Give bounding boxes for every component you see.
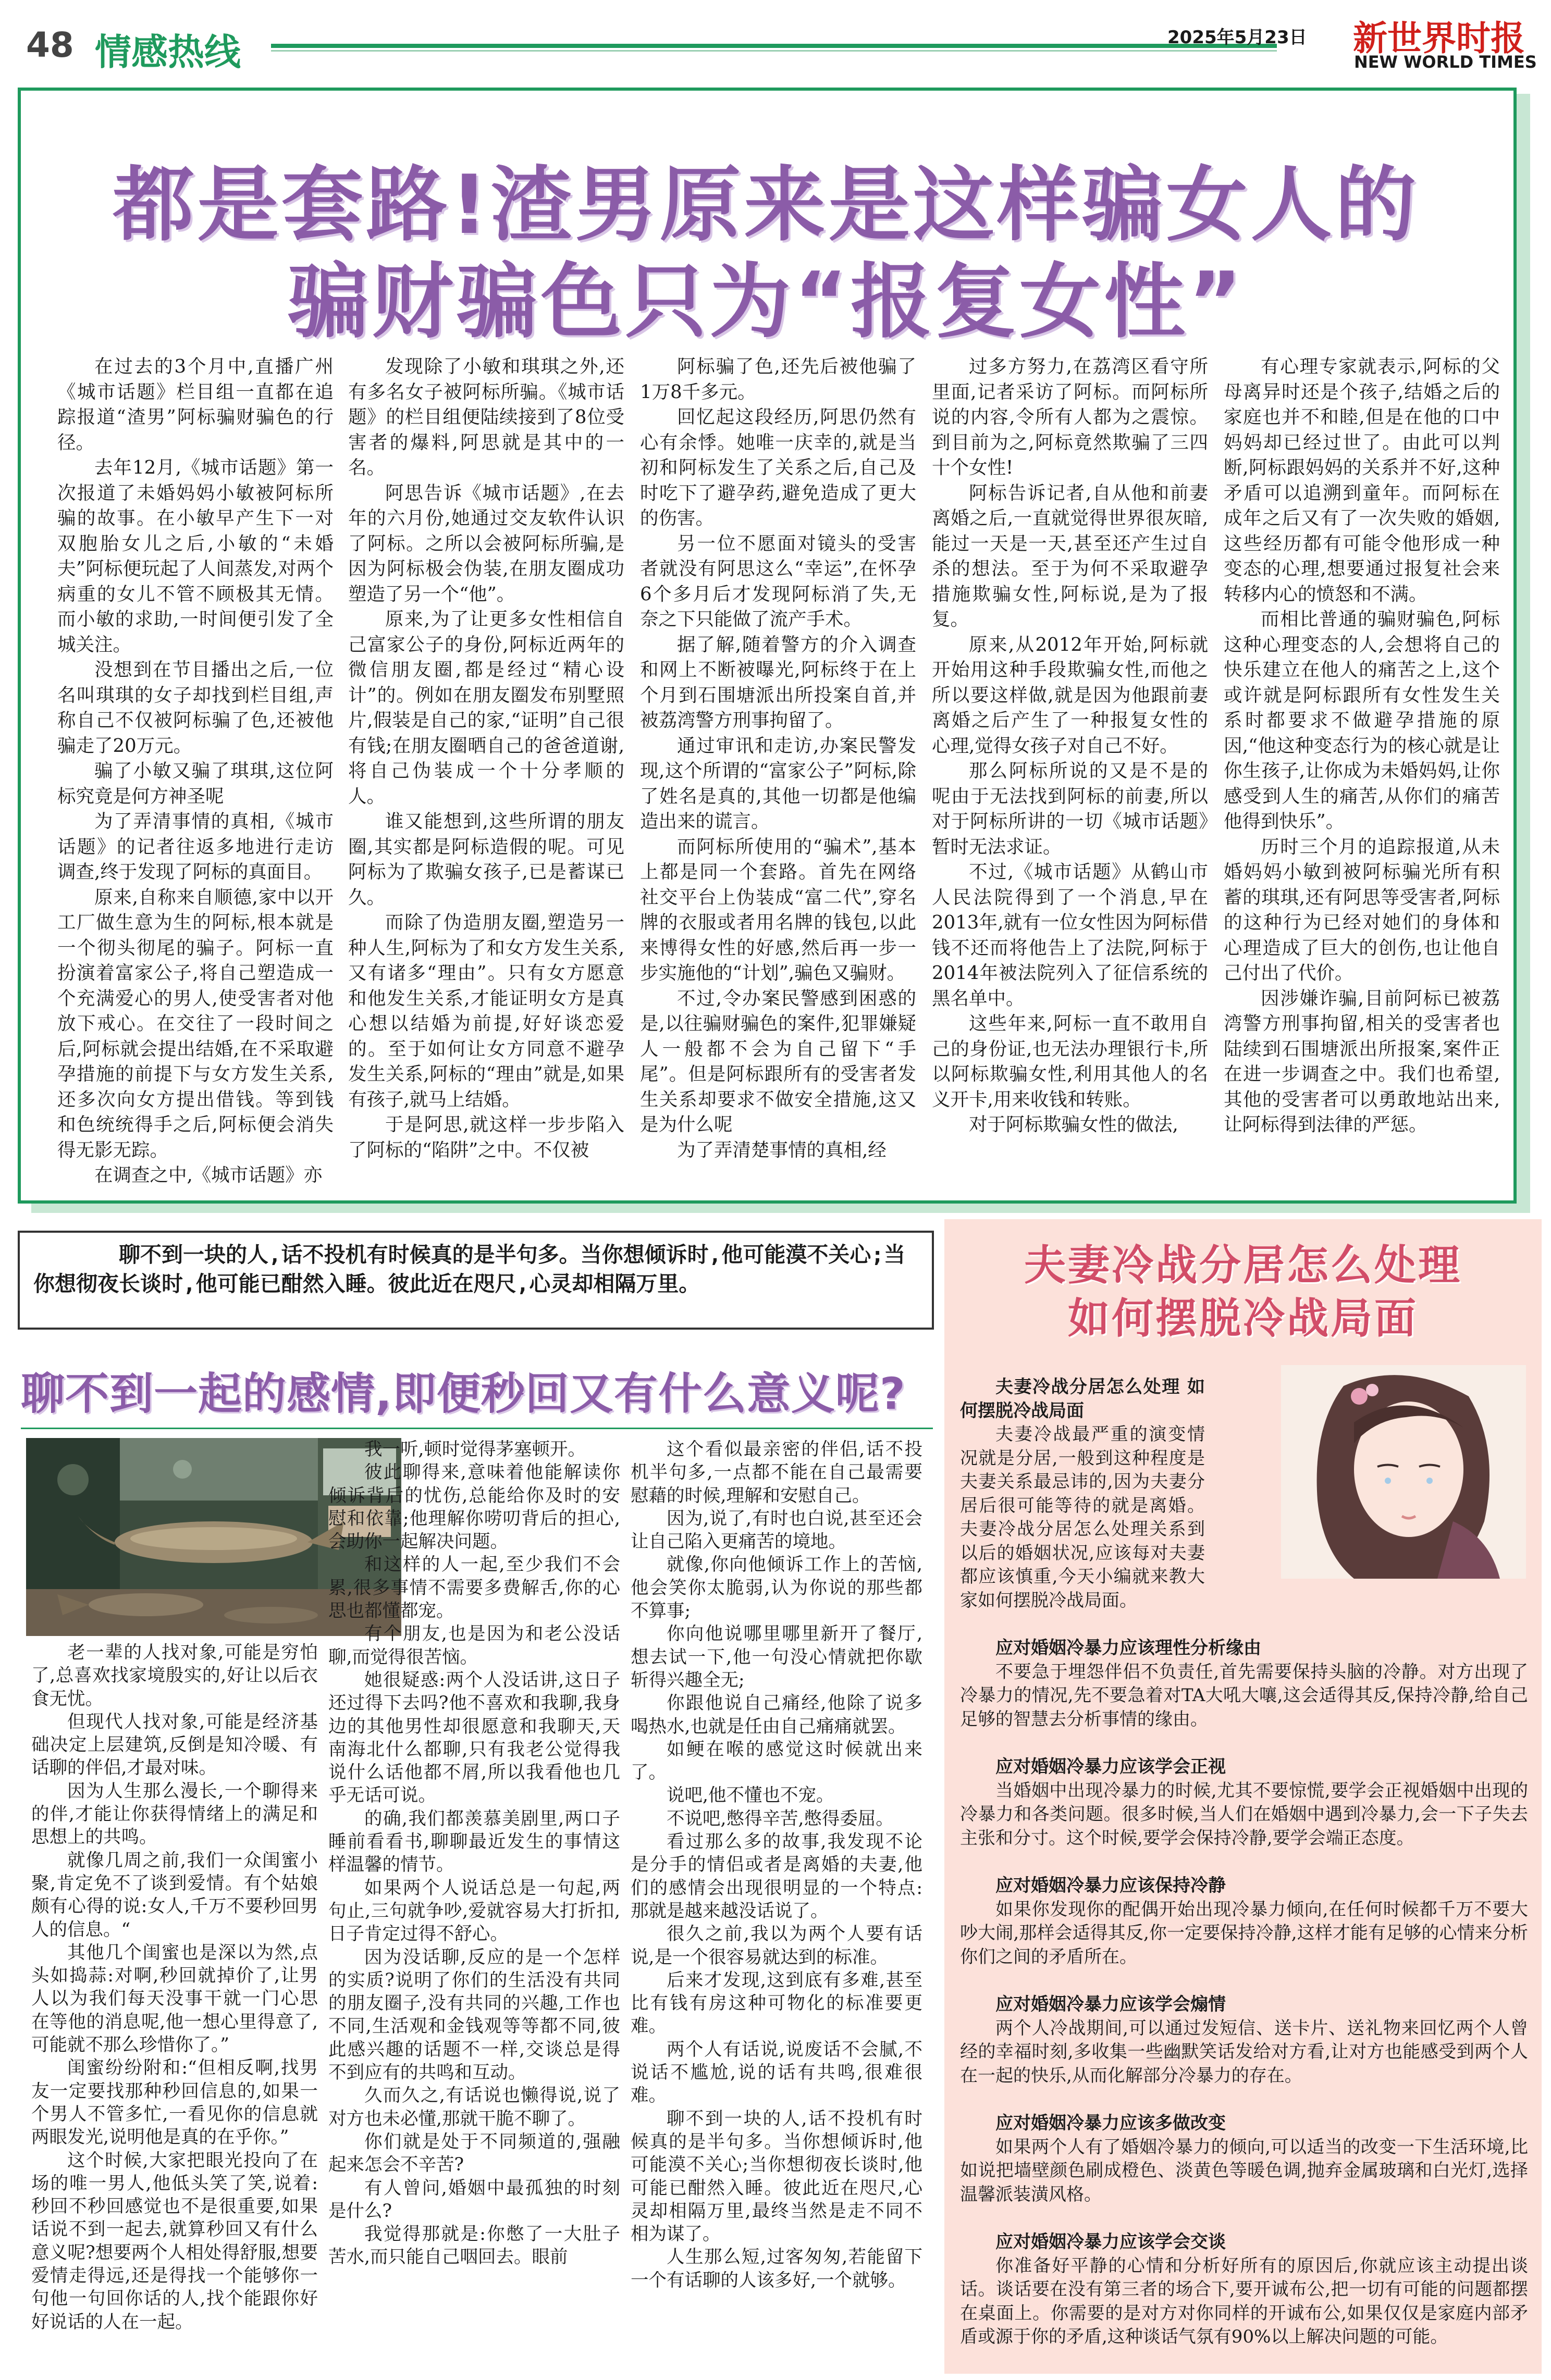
sidebar-sections [960,1637,1528,2349]
paragraph: 因为,说了,有时也白说,甚至还会让自己陷入更痛苦的境地。 [631,1508,922,1553]
top-story-column-1 [57,354,334,1188]
paragraph: 但现代人找对象,可能是经济基础决定上层建筑,反倒是知冷暖、有话聊的伴侣,才最对味。 [31,1711,318,1779]
sidebar-section-body: 当婚姻中出现冷暴力的时候,尤其不要惊慌,要学会正视婚姻中出现的冷暴力和各类问题。很多时候,当人们在婚姻中遇到冷暴力,会一下子失去主张和分寸。这个时候,要学会保持冷静,要学会端正态度。 [960,1780,1528,1849]
sidebar-lead-title: 夫妻冷战分居怎么处理 如何摆脱冷战局面 [960,1377,1205,1421]
story2-column-1 [31,1641,318,2334]
sidebar-section-body: 两个人冷战期间,可以通过发短信、送卡片、送礼物来回忆两个人曾经的幸福时刻,多收集一些幽默笑话发给对方看,让对方也能感受到两个人在一起的快乐,从而化解部分冷暴力的存在。 [960,2017,1528,2086]
paragraph: 没想到在节目播出之后,一位名叫琪琪的女子却找到栏目组,声称自己不仅被阿标骗了色,还被他骗走了20万元。 [57,659,334,757]
paragraph: 为了弄清事情的真相,《城市话题》的记者往返多地进行走访调查,终于发现了阿标的真面目。 [57,811,334,883]
sidebar-section-title: 应对婚姻冷暴力应该多做改变 [995,2113,1226,2134]
section-title: 情感热线 [95,31,241,73]
paragraph: 不过,《城市话题》从鹤山市人民法院得到了一个消息,早在2013年,就有一位女性因为阿标借钱不还而将他告上了法院,阿标于2014年被法院列入了征信系统的黑名单中。 [932,861,1208,1009]
paragraph: 另一位不愿面对镜头的受害者就没有阿思这么“幸运”,在怀孕6个多月后才发现阿标消了失,无奈之下只能做了流产手术。 [640,532,916,630]
paragraph: 原来,从2012年开始,阿标就开始用这种手段欺骗女性,而他之所以要这样做,就是因为他跟前妻离婚之后产生了一种报复女性的心理,觉得女孩子对自己不好。 [932,634,1208,757]
paragraph: 原来,为了让更多女性相信自己富家公子的身份,阿标近两年的微信朋友圈,都是经过“精心设计”的。例如在朋友圈发布别墅照片,假装是自己的家,“证明”自己很有钱;在朋友圈晒自己的爸爸道谢,将自己伪装成一个十分孝顺的人。 [348,609,624,807]
paragraph: 人生那么短,过客匆匆,若能留下一个有话聊的人该多好,一个就够。 [631,2247,922,2291]
paragraph: 如果两个人说话总是一句起,两句止,三句就争吵,爱就容易大打折扣,日子肯定过得不舒心。 [328,1877,620,1945]
sidebar-section-title: 应对婚姻冷暴力应该学会煽情 [995,1994,1226,2015]
story2-headline: 聊不到一起的感情,即便秒回又有什么意义呢? [21,1368,906,1419]
top-story-column-4 [932,354,1208,1138]
paragraph: 发现除了小敏和琪琪之外,还有多名女子被阿标所骗。《城市话题》的栏目组便陆续接到了8位受害者的爆料,阿思就是其中的一名。 [348,356,624,478]
paragraph: 过多方努力,在荔湾区看守所里面,记者采访了阿标。而阿标所说的内容,令所有人都为之震惊。到目前为之,阿标竟然欺骗了三四十个女性! [932,356,1208,478]
paragraph: 其他几个闺蜜也是深以为然,点头如捣蒜:对啊,秒回就掉价了,让男人以为我们每天没事干就一门心思在等他的消息呢,他一想心里得意了,可能就不那么珍惜你了。” [31,1942,318,2056]
newspaper-logo-english: NEW WORLD TIMES [1354,52,1537,72]
paragraph: 不说吧,憋得辛苦,憋得委屈。 [667,1808,894,1829]
sidebar-section-body: 如果两个人有了婚姻冷暴力的倾向,可以适当的改变一下生活环境,比如说把墙壁颜色刷成橙色、淡黄色等暖色调,抛弃金属玻璃和白光灯,选择温馨派装潢风格。 [960,2136,1528,2205]
top-story-column-2 [348,354,624,1163]
box-shadow-bottom [31,1204,1530,1213]
paragraph: 她很疑惑:两个人没话讲,这日子还过得下去吗?他不喜欢和我聊,我身边的其他男性却很愿意和我聊天,天南海北什么都聊,只有我老公觉得我说什么话他都不屑,所以我看他也几乎无话可说。 [328,1669,620,1806]
paragraph: 而阿标所使用的“骗术”,基本上都是同一个套路。首先在网络社交平台上伪装成“富二代”,穿名牌的衣服或者用名牌的钱包,以此来博得女性的好感,然后再一步一步实施他的“计划”,骗色又骗财。 [640,836,916,984]
paragraph: 你跟他说自己痛经,他除了说多喝热水,也就是任由自己痛痛就罢。 [631,1693,922,1737]
paragraph: 骗了小敏又骗了琪琪,这位阿标究竟是何方神圣呢 [57,760,334,807]
story2-column-2 [328,1438,620,2269]
paragraph: 历时三个月的追踪报道,从未婚妈妈小敏到被阿标骗光所有积蓄的琪琪,还有阿思等受害者,阿标的这种行为已经对她们的身体和心理造成了巨大的创伤,也让他自己付出了代价。 [1224,836,1500,984]
header-rule [271,44,1277,48]
paragraph: 久而久之,有话说也懒得说,说了对方也未必懂,那就干脆不聊了。 [328,2085,620,2129]
paragraph: 因为没话聊,反应的是一个怎样的实质?说明了你们的生活没有共同的朋友圈子,没有共同的兴趣,工作也不同,生活观和金钱观等等都不同,彼此感兴趣的话题不一样,交谈总是得不到应有的共鸣和互动。 [328,1947,620,2084]
paragraph: 就像,你向他倾诉工作上的苦恼,他会笑你太脆弱,认为你说的那些都不算事; [631,1554,922,1622]
paragraph: 那么阿标所说的又是不是的呢由于无法找到阿标的前妻,所以对于阿标所讲的一切《城市话题》暂时无法求证。 [932,760,1208,858]
paragraph: 对于阿标欺骗女性的做法, [969,1114,1178,1135]
paragraph: 和这样的人一起,至少我们不会累,很多事情不需要多费解舌,你的心思也都懂都宠。 [328,1554,620,1622]
top-story-headline [31,156,1501,350]
headline-line-1: 都是套路!渣男原来是这样骗女人的 [113,157,1420,252]
paragraph: 你们就是处于不同频道的,强融起来怎会不辛苦? [328,2131,620,2176]
paragraph: 谁又能想到,这些所谓的朋友圈,其实都是阿标造假的呢。可见阿标为了欺骗女孩子,已是蓄谋已久。 [348,811,624,908]
paragraph: 我觉得那就是:你憋了一大肚子苦水,而只能自己咽回去。眼前 [328,2224,620,2268]
sidebar-section-title: 应对婚姻冷暴力应该保持冷静 [995,1875,1226,1896]
sidebar-headline-line-2: 如何摆脱冷战局面 [1068,1294,1418,1343]
paragraph: 于是阿思,就这样一步步陷入了阿标的“陷阱”之中。不仅被 [348,1114,624,1161]
paragraph: 去年12月,《城市话题》第一次报道了未婚妈妈小敏被阿标所骗的故事。在小敏早产生下一对双胞胎女儿之后,小敏的“未婚夫”阿标便玩起了人间蒸发,对两个病重的女儿不管不顾极其无情。而小敏的求助,一时间便引发了全城关注。 [57,457,334,655]
sidebar-section-title: 应对婚姻冷暴力应该学会交谈 [995,2232,1226,2252]
paragraph: 说吧,他不懂也不宠。 [667,1785,834,1806]
paragraph: 这个时候,大家把眼光投向了在场的唯一男人,他低头笑了笑,说着:秒回不秒回感觉也不是很重要,如果话说不到一起去,就算秒回又有什么意义呢?想要两个人相处得舒服,想要爱情走得远,还是得找一个能够你一句他一句回你话的人,找个能跟你好好说话的人在一起。 [31,2150,318,2333]
paragraph: 聊不到一块的人,话不投机有时候真的是半句多。当你想倾诉时,他可能漠不关心;当你想彻夜长谈时,他可能已酣然入睡。彼此近在咫尺,心灵却相隔万里,最终当然是走不同不相为谋了。 [631,2108,922,2245]
paragraph: 这些年来,阿标一直不敢用自己的身份证,也无法办理银行卡,所以阿标欺骗女性,利用其他人的名义开卡,用来收钱和转账。 [932,1013,1208,1110]
paragraph: 阿标骗了色,还先后被他骗了1万8千多元。 [640,356,916,403]
paragraph: 就像几周之前,我们一众闺蜜小聚,肯定免不了谈到爱情。有个姑娘颇有心得的说:女人,千万不要秒回男人的信息。“ [31,1850,318,1940]
paragraph: 我一听,顿时觉得茅塞顿开。 [364,1439,586,1460]
page-number: 48 [26,25,74,65]
paragraph: 阿标告诉记者,自从他和前妻离婚之后,一直就觉得世界很灰暗,能过一天是一天,甚至还产生过自杀的想法。至于为何不采取避孕措施欺骗女性,阿标说,是为了报复。 [932,482,1208,630]
sidebar-lead: 夫妻冷战最严重的演变情况就是分居,一般到这种程度是夫妻关系最忌讳的,因为夫妻分居后很可能等待的就是离婚。夫妻冷战分居怎么处理关系到以后的婚姻状况,应该每对夫妻都应该慎重,今天小编就来教大家如何摆脱冷战局面。 [960,1424,1205,1611]
paragraph: 不过,令办案民警感到困惑的是,以往骗财骗色的案件,犯罪嫌疑人一般都不会为自己留下“手尾”。但是阿标跟所有的受害者发生关系却要求不做安全措施,这又是为什么呢 [640,987,916,1135]
paragraph: 据了解,随着警方的介入调查和网上不断被曝光,阿标终于在上个月到石围塘派出所投案自首,并被荔湾警方刑事拘留了。 [640,634,916,731]
paragraph: 老一辈的人找对象,可能是穷怕了,总喜欢找家境殷实的,好让以后衣食无忧。 [31,1642,318,1709]
sidebar-section-body: 不要急于埋怨伴侣不负责任,首先需要保持头脑的冷静。对方出现了冷暴力的情况,先不要急着对TA大吼大嚷,这会适得其反,保持冷静,给自己足够的智慧去分析事情的缘由。 [960,1661,1528,1730]
story2-rule [21,1428,933,1429]
sidebar-section-body: 如果你发现你的配偶开始出现冷暴力倾向,在任何时候都千万不要大吵大闹,那样会适得其反,你一定要保持冷静,这样才能有足够的心情来分析你们之间的矛盾所在。 [960,1899,1528,1967]
paragraph: 的确,我们都羡慕美剧里,两口子睡前看看书,聊聊最近发生的事情这样温馨的情节。 [328,1808,620,1876]
pull-quote-text: 聊不到一块的人,话不投机有时候真的是半句多。当你想倾诉时,他可能漠不关心;当你想彻夜长谈时,他可能已酣然入睡。彼此近在咫尺,心灵却相隔万里。 [33,1242,906,1296]
sidebar-section-title: 应对婚姻冷暴力应该理性分析缘由 [995,1638,1261,1658]
paragraph: 闺蜜纷纷附和:“但相反啊,找男友一定要找那种秒回信息的,如果一个男人不管多忙,一看见你的信息就两眼发光,说明他是真的在乎你。” [31,2057,318,2148]
paragraph: 而相比普通的骗财骗色,阿标这种心理变态的人,会想将自己的快乐建立在他人的痛苦之上,这个或许就是阿标跟所有女性发生关系时都要求不做避孕措施的原因,“他这种变态行为的核心就是让你生孩子,让你成为未婚妈妈,让你感受到人生的痛苦,从你们的痛苦他得到快乐”。 [1224,609,1500,832]
headline-line-2: 骗财骗色只为“报复女性” [287,254,1245,349]
paragraph: 你向他说哪里哪里新开了餐厅,想去试一下,他一句没心情就把你歇斩得兴趣全无; [631,1623,922,1691]
paragraph: 后来才发现,这到底有多难,甚至比有钱有房这种可物化的标准要更难。 [631,1969,922,2037]
sidebar-headline-line-1: 夫妻冷战分居怎么处理 [1024,1241,1462,1290]
top-story-column-5 [1224,354,1500,1138]
paragraph: 因为人生那么漫长,一个聊得来的伴,才能让你获得情绪上的满足和思想上的共鸣。 [31,1780,318,1848]
paragraph: 阿思告诉《城市话题》,在去年的六月份,她通过交友软件认识了阿标。之所以会被阿标所骗,是因为阿标极会伪装,在朋友圈成功塑造了另一个“他”。 [348,482,624,605]
paragraph: 有心理专家就表示,阿标的父母离异时还是个孩子,结婚之后的家庭也并不和睦,但是在他的口中妈妈却已经过世了。由此可以判断,阿标跟妈妈的关系并不好,这种矛盾可以追溯到童年。而阿标在成年之后又有了一次失败的婚姻,这些经历都有可能令他形成一种变态的心理,想要通过报复社会来转移内心的愤怒和不满。 [1224,356,1500,605]
sidebar-headline [944,1239,1542,1345]
paragraph: 为了弄清楚事情的真相,经 [677,1139,887,1161]
sidebar-section-title: 应对婚姻冷暴力应该学会正视 [995,1756,1226,1777]
paragraph: 这个看似最亲密的伴侣,话不投机半句多,一点都不能在自己最需要慰藉的时候,理解和安慰自己。 [631,1439,922,1506]
header-rule-thin [271,50,1277,52]
paragraph: 在调查之中,《城市话题》亦 [94,1164,323,1186]
paragraph: 两个人有话说,说废话不会腻,不说话不尴尬,说的话有共鸣,很难很难。 [631,2039,922,2106]
page-header [0,0,1551,78]
paragraph: 在过去的3个月中,直播广州《城市话题》栏目组一直都在追踪报道“渣男”阿标骗财骗色的行径。 [57,356,334,453]
paragraph: 原来,自称来自顺德,家中以开工厂做生意为生的阿标,根本就是一个彻头彻尾的骗子。阿标一直扮演着富家公子,将自己塑造成一个充满爱心的男人,使受害者对他放下戒心。在交往了一段时间之后,阿标就会提出结婚,在不采取避孕措施的前提下与女方发生关系,还多次向女方提出借钱。等到钱和色统统得手之后,阿标便会消失得无影无踪。 [57,886,334,1161]
sidebar-section-body: 你准备好平静的心情和分析好所有的原因后,你就应该主动提出谈话。谈话要在没有第三者的场合下,要开诚布公,把一切有可能的问题都摆在桌面上。你需要的是对方对你同样的开诚布公,如果仅仅是家庭内部矛盾或源于你的矛盾,这种谈话气氛有90%以上解决问题的可能。 [960,2255,1528,2347]
image-wrap-spacer [1205,1375,1528,1626]
issue-date: 2025年5月23日 [1167,27,1307,48]
sidebar-body [960,1375,1528,2349]
box-shadow-right [1517,94,1530,1210]
top-story-column-3 [640,354,916,1163]
paragraph: 彼此聊得来,意味着他能解读你倾诉背后的忧伤,总能给你及时的安慰和依靠;他理解你唠叨背后的担心,会助你一起解决问题。 [328,1462,620,1553]
paragraph: 有人曾问,婚姻中最孤独的时刻是什么? [328,2177,620,2222]
paragraph: 回忆起这段经历,阿思仍然有心有余悸。她唯一庆幸的,就是当初和阿标发生了关系之后,自己及时吃下了避孕药,避免造成了更大的伤害。 [640,406,916,529]
paragraph: 有个朋友,也是因为和老公没话聊,而觉得很苦恼。 [328,1623,620,1668]
story2-column-3 [631,1438,922,2292]
paragraph: 而除了伪造朋友圈,塑造另一种人生,阿标为了和女方发生关系,又有诸多“理由”。只有女方愿意和他发生关系,才能证明女方是真心想以结婚为前提,好好谈恋爱的。至于如何让女方同意不避孕发生关系,阿标的“理由”就是,如果有孩子,就马上结婚。 [348,912,624,1110]
paragraph: 看过那么多的故事,我发现不论是分手的情侣或者是离婚的夫妻,他们的感情会出现很明显的一个特点:那就是越来越没话说了。 [631,1831,922,1922]
newspaper-logo: 新世界时报 [1353,18,1525,58]
paragraph: 很久之前,我以为两个人要有话说,是一个很容易就达到的标准。 [631,1924,922,1968]
paragraph: 如鲠在喉的感觉这时候就出来了。 [631,1739,922,1783]
paragraph: 通过审讯和走访,办案民警发现,这个所谓的“富家公子”阿标,除了姓名是真的,其他一切都是他编造出来的谎言。 [640,735,916,832]
paragraph: 因涉嫌诈骗,目前阿标已被荔湾警方刑事拘留,相关的受害者也陆续到石围塘派出所报案,案件正在进一步调查之中。我们也希望,其他的受害者可以勇敢地站出来,让阿标得到法律的严惩。 [1224,987,1500,1135]
